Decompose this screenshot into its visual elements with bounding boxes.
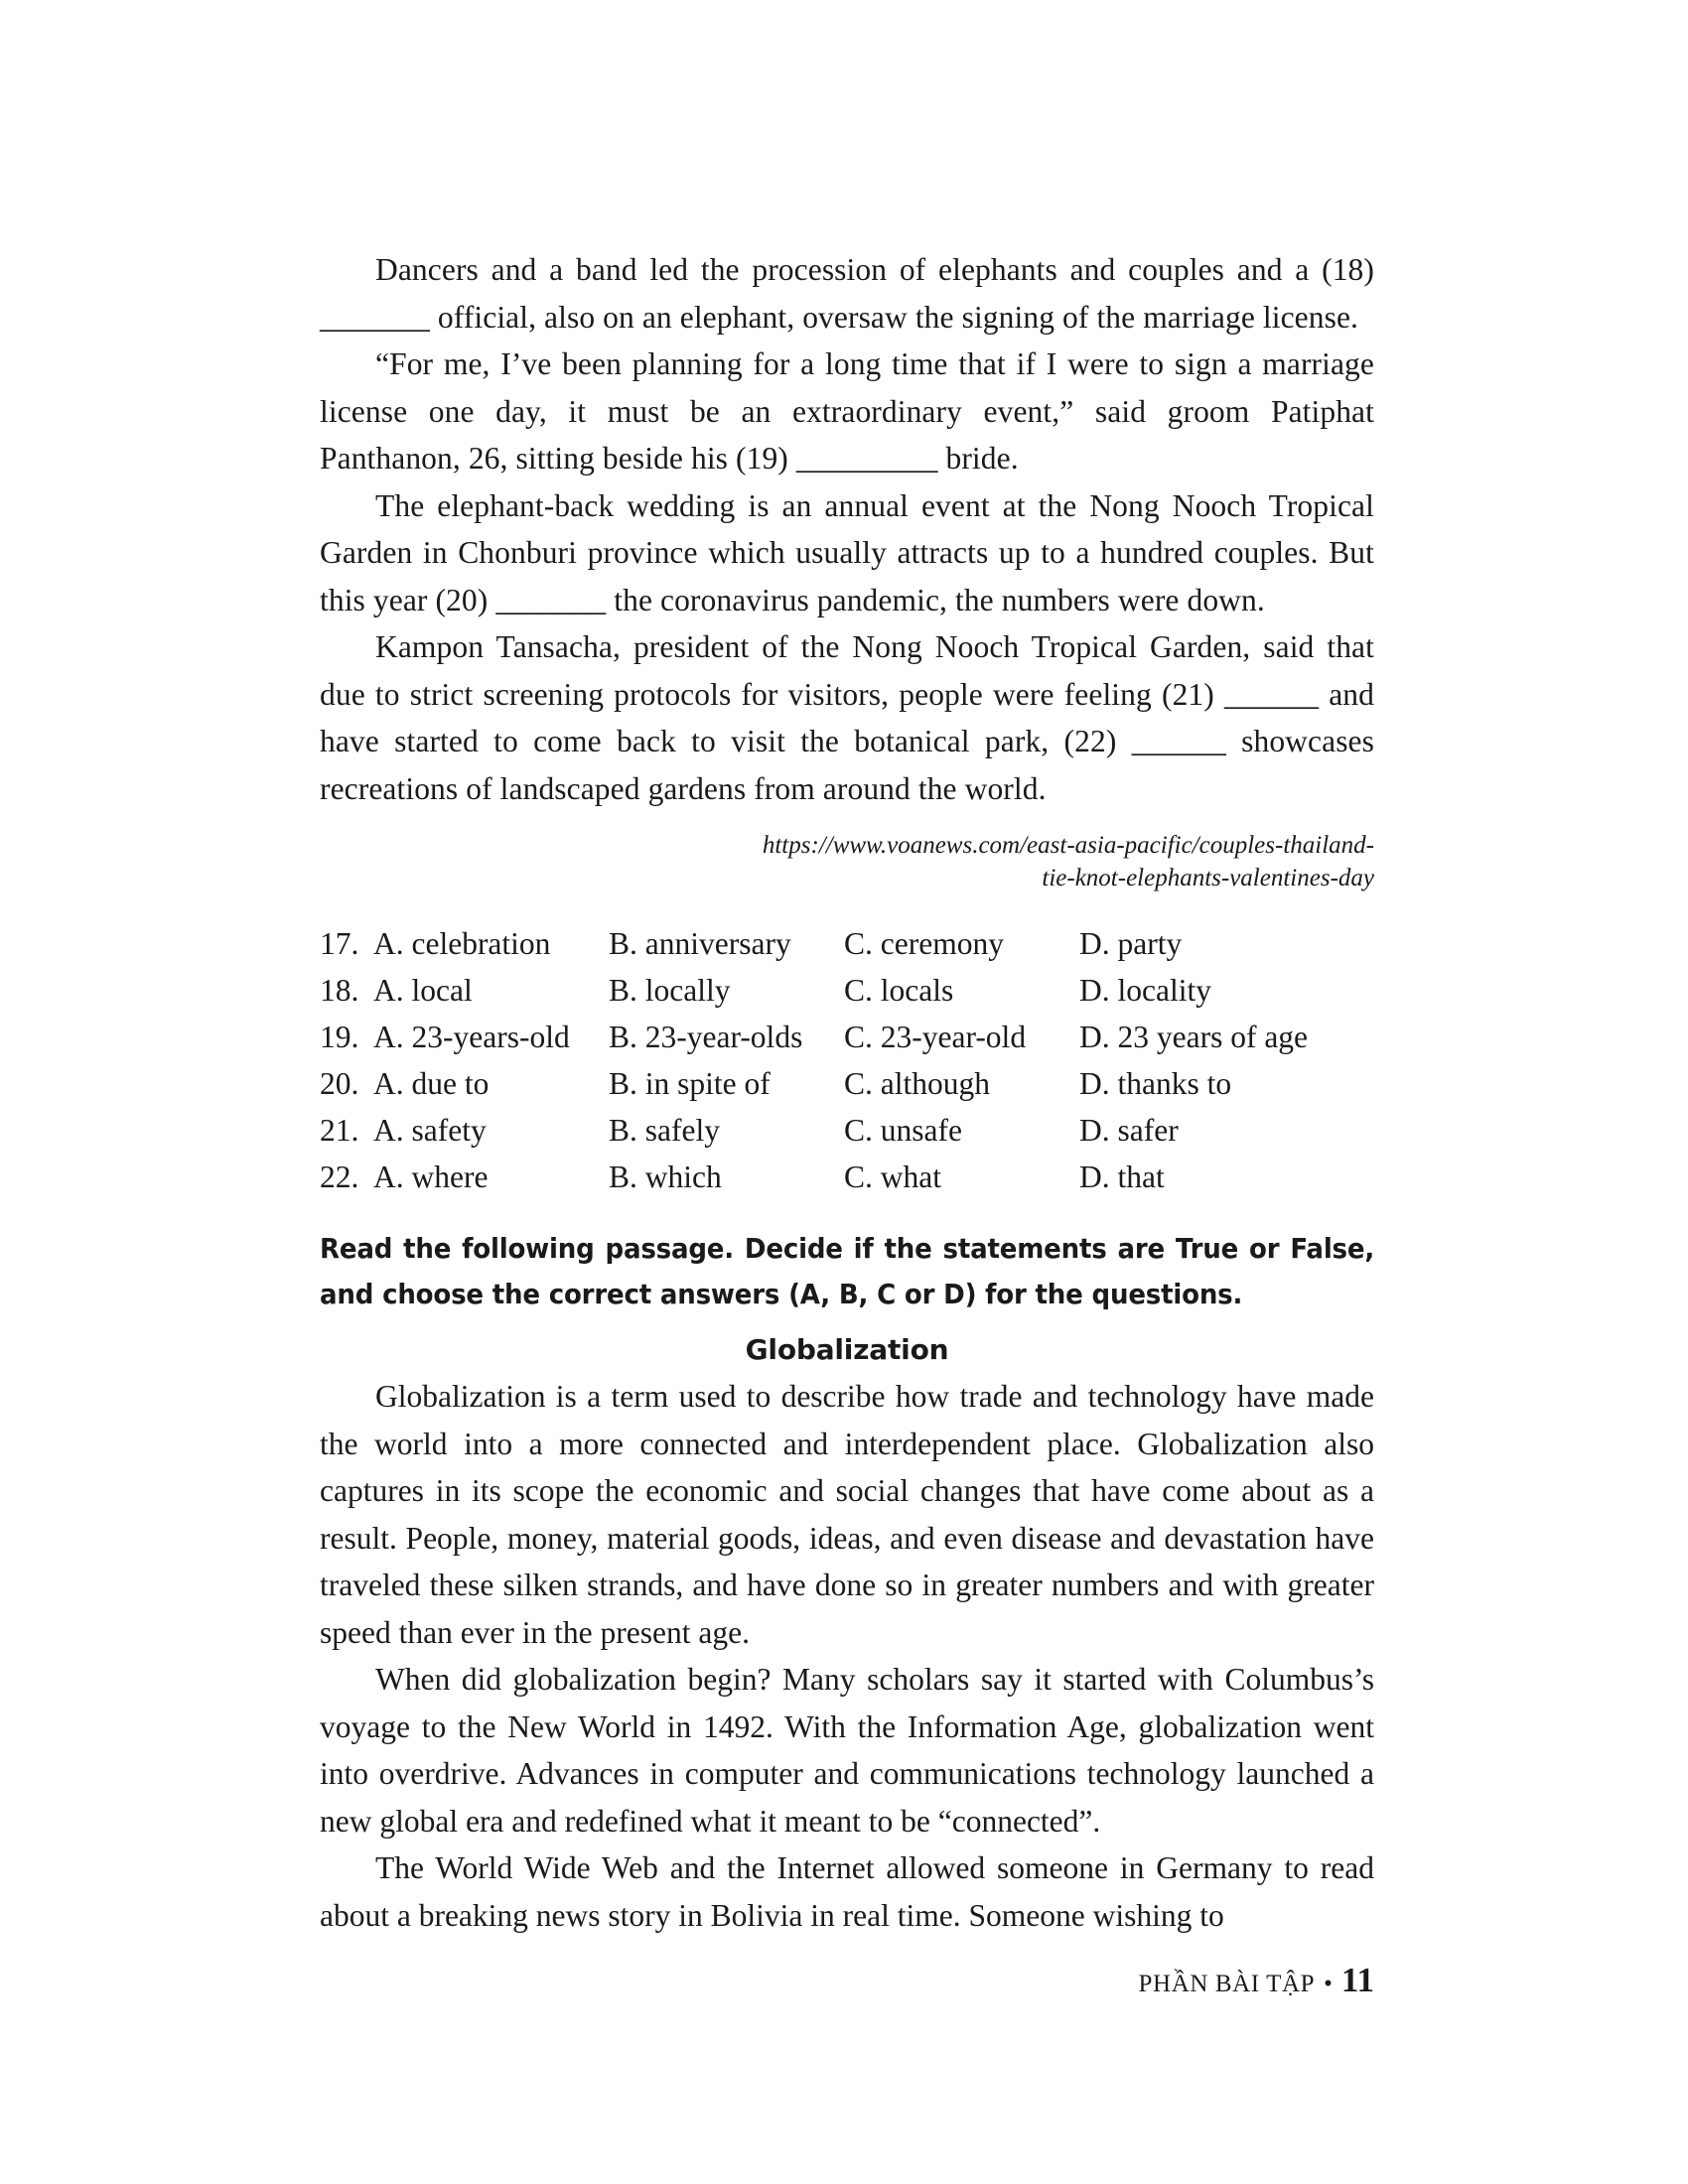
question-row-20 xyxy=(320,1060,1374,1107)
passage-paragraph-2: When did globalization begin? Many scholars say it started with Columbus’s voyage to the New World in 1492. With the Information Age, globalization went into overdrive. Advances in computer and communications technology launched a new global era and redefined what it meant to be “connected”. xyxy=(320,1662,1374,1839)
footer-separator-dot: • xyxy=(1324,1971,1333,1997)
option-b[interactable]: B. anniversary xyxy=(609,926,791,961)
option-b[interactable]: B. locally xyxy=(609,973,731,1008)
paragraph-1: Dancers and a band led the procession of elephants and couples and a (18) _______ official, also on an elephant, oversaw the signing of the marriage license. xyxy=(320,252,1374,335)
question-row-17 xyxy=(320,920,1374,967)
option-c[interactable]: C. although xyxy=(844,1066,990,1101)
option-c[interactable]: C. 23-year-old xyxy=(844,1020,1027,1054)
option-a[interactable]: A. 23-years-old xyxy=(373,1020,570,1054)
question-number: 22. xyxy=(320,1160,359,1194)
passage-title: Globalization xyxy=(745,1333,949,1366)
question-row-19 xyxy=(320,1014,1374,1060)
paragraph-2: “For me, I’ve been planning for a long time that if I were to sign a marriage license one day, it must be an extraordinary event,” said groom Patiphat Panthanon, 26, sitting beside his (19) _________ bride. xyxy=(320,346,1374,476)
option-d[interactable]: D. locality xyxy=(1079,973,1211,1008)
citation-line-2: tie-knot-elephants-valentines-day xyxy=(1042,865,1374,891)
question-row-22 xyxy=(320,1154,1374,1200)
option-b[interactable]: B. 23-year-olds xyxy=(609,1020,803,1054)
question-number: 20. xyxy=(320,1066,359,1101)
task-instruction: Read the following passage. Decide if the statements are True or False, and choose the correct answers (A, B, C or D) for the questions. xyxy=(320,1232,1375,1310)
source-citation xyxy=(320,829,1374,894)
passage-paragraph-3: The World Wide Web and the Internet allowed someone in Germany to read about a breaking news story in Bolivia in real time. Someone wishing to xyxy=(320,1850,1374,1933)
option-d[interactable]: D. 23 years of age xyxy=(1079,1020,1309,1054)
option-c[interactable]: C. what xyxy=(844,1160,941,1194)
question-options-list xyxy=(320,920,1374,1200)
option-a[interactable]: A. due to xyxy=(373,1066,490,1101)
paragraph-3: The elephant-back wedding is an annual event at the Nong Nooch Tropical Garden in Chonburi province which usually attracts up to a hundred couples. But this year (20) _______ the coronavirus pandemic, the numbers were down. xyxy=(320,487,1374,617)
option-d[interactable]: D. safer xyxy=(1079,1113,1179,1148)
footer-section-label: PHẦN BÀI TẬP xyxy=(1138,1971,1316,1997)
question-row-21 xyxy=(320,1107,1374,1154)
question-number: 21. xyxy=(320,1113,359,1148)
option-a[interactable]: A. where xyxy=(373,1160,489,1194)
question-row-18 xyxy=(320,967,1374,1014)
option-c[interactable]: C. unsafe xyxy=(844,1113,962,1148)
option-d[interactable]: D. thanks to xyxy=(1079,1066,1232,1101)
option-b[interactable]: B. safely xyxy=(609,1113,720,1148)
question-number: 17. xyxy=(320,926,359,961)
citation-line-1: https://www.voanews.com/east-asia-pacific/couples-thailand- xyxy=(762,832,1374,859)
page-number: 11 xyxy=(1340,1961,1374,1999)
paragraph-4: Kampon Tansacha, president of the Nong Nooch Tropical Garden, said that due to strict screening protocols for visitors, people were feeling (21) ______ and have started to come back to visit the botanical park, (22) ______ showcases recreations of landscaped gardens from around the world. xyxy=(320,629,1374,806)
option-d[interactable]: D. party xyxy=(1079,926,1183,961)
document-content xyxy=(320,246,1374,1939)
option-a[interactable]: A. safety xyxy=(373,1113,487,1148)
option-a[interactable]: A. local xyxy=(373,973,473,1008)
page-footer xyxy=(1139,1961,1374,2000)
question-number: 19. xyxy=(320,1020,359,1054)
option-b[interactable]: B. which xyxy=(609,1160,722,1194)
option-b[interactable]: B. in spite of xyxy=(609,1066,771,1101)
option-a[interactable]: A. celebration xyxy=(373,926,551,961)
option-d[interactable]: D. that xyxy=(1079,1160,1165,1194)
option-c[interactable]: C. ceremony xyxy=(844,926,1004,961)
option-c[interactable]: C. locals xyxy=(844,973,954,1008)
passage-paragraph-1: Globalization is a term used to describe how trade and technology have made the world into a more connected and interdependent place. Globalization also captures in its scope the economic and social changes that have come about as a result. People, money, material goods, ideas, and even disease and devastation have traveled these silken strands, and have done so in greater numbers and with greater speed than ever in the present age. xyxy=(320,1379,1374,1650)
question-number: 18. xyxy=(320,973,359,1008)
